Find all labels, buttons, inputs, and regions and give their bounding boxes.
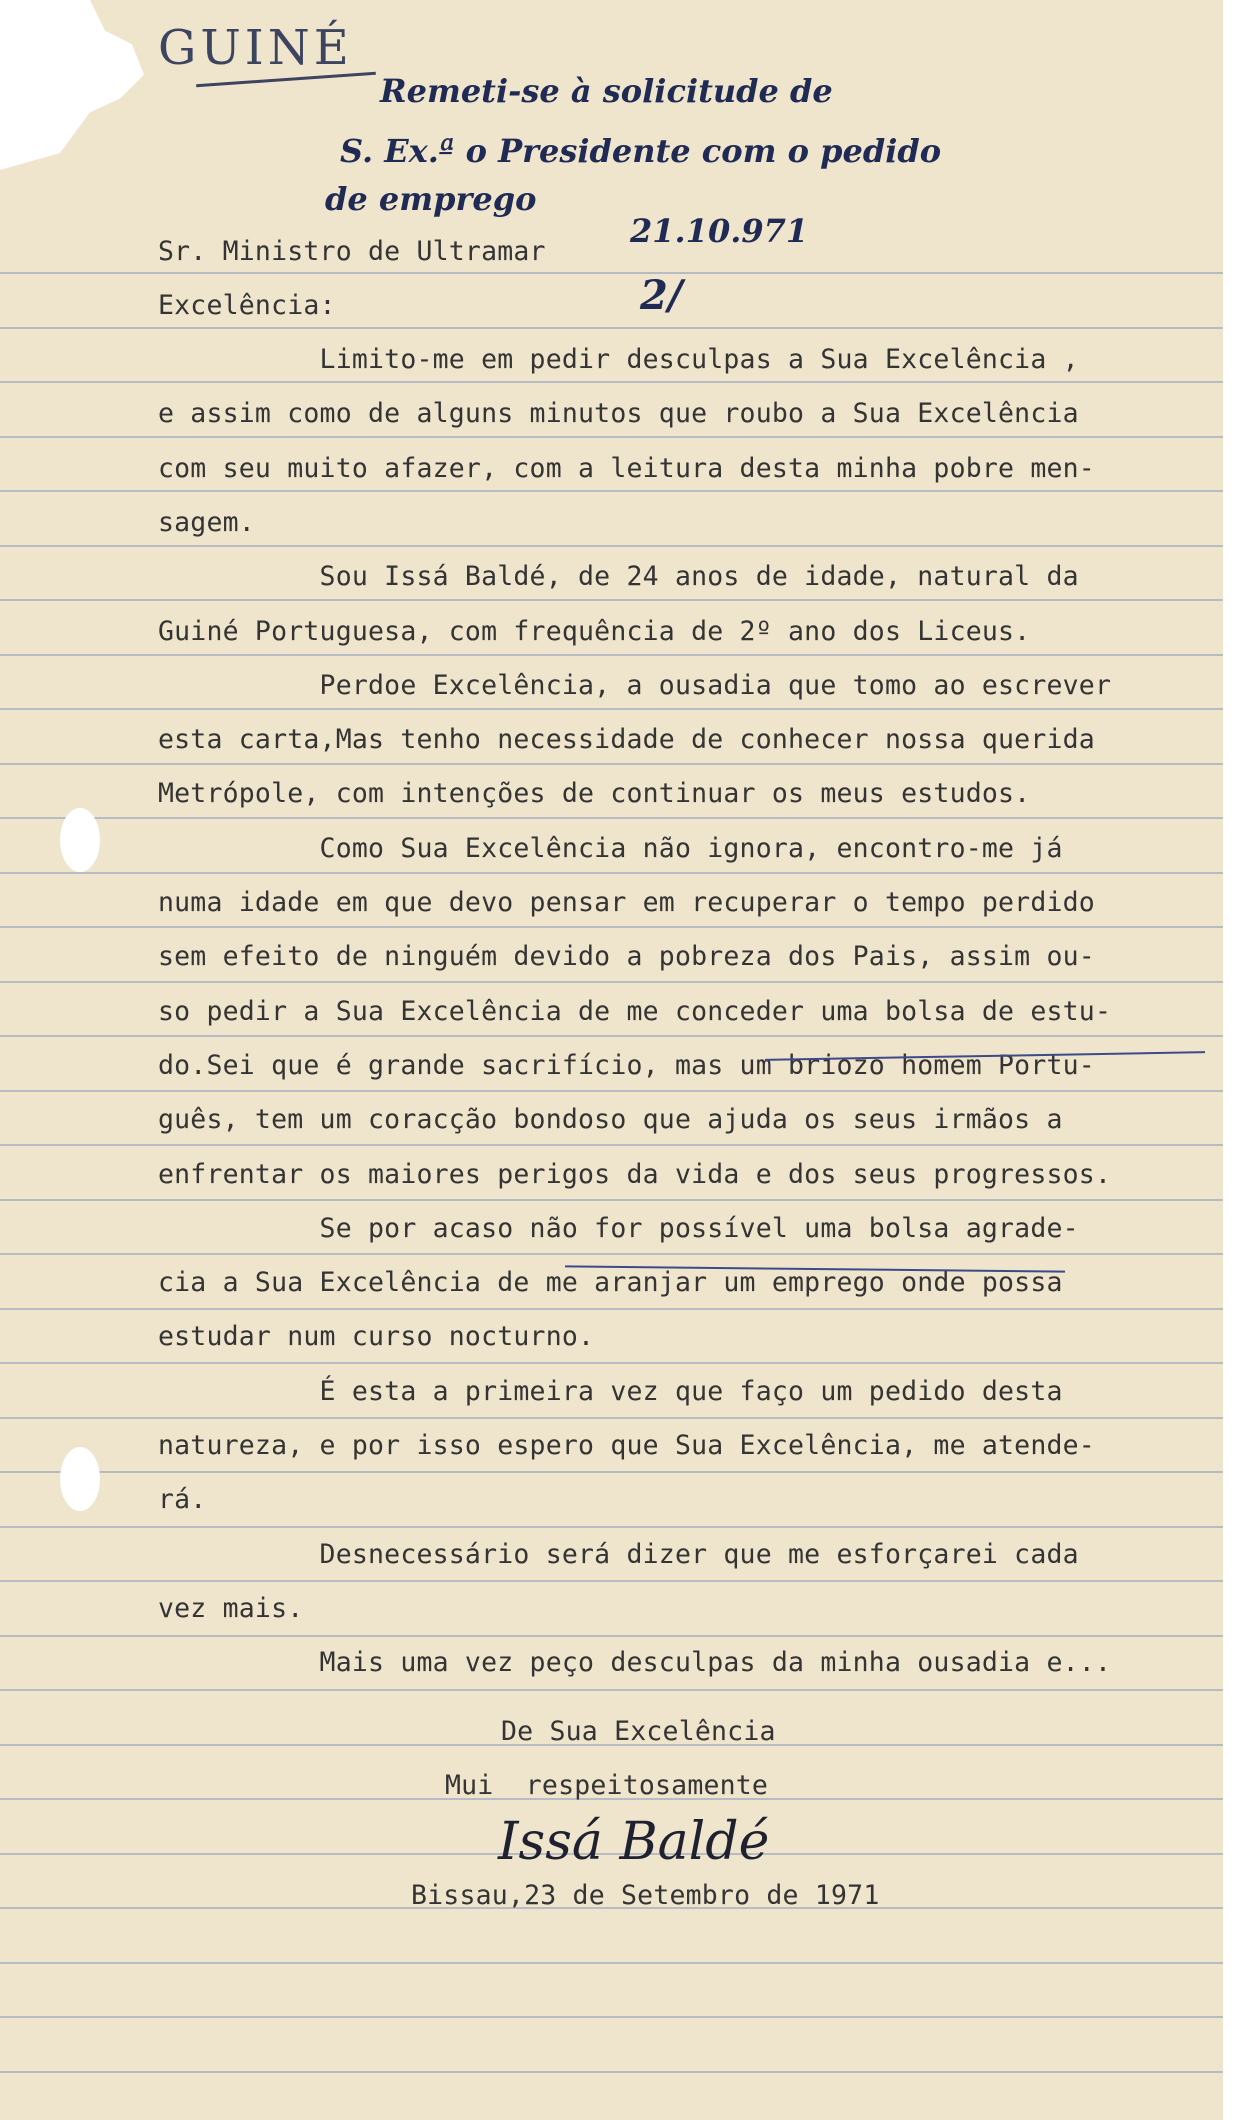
letter-line: Perdoe Excelência, a ousadia que tomo ao escrever <box>158 670 1112 701</box>
ruled-line <box>0 1635 1223 1637</box>
letter-line: natureza, e por isso espero que Sua Excelência, me atende- <box>158 1430 1095 1461</box>
ruled-line <box>0 381 1223 383</box>
ruled-line <box>0 1471 1223 1473</box>
ruled-line <box>0 1580 1223 1582</box>
annotation-date: 21.10.971 <box>630 212 809 250</box>
annotation-line-3: de emprego <box>325 180 537 218</box>
letter-line: Metrópole, com intenções de continuar os meus estudos. <box>158 778 1031 809</box>
letter-line: com seu muito afazer, com a leitura desta minha pobre men- <box>158 453 1095 484</box>
ruled-line <box>0 272 1223 274</box>
letter-line: numa idade em que devo pensar em recuperar o tempo perdido <box>158 887 1095 918</box>
ruled-line <box>0 1417 1223 1419</box>
salutation: Excelência: <box>158 290 336 321</box>
ruled-line <box>0 654 1223 656</box>
ruled-line <box>0 763 1223 765</box>
letter-line: estudar num curso nocturno. <box>158 1321 595 1352</box>
annotation-initial: 2/ <box>640 272 683 319</box>
ruled-line <box>0 490 1223 492</box>
ruled-line <box>0 545 1223 547</box>
addressee: Sr. Ministro de Ultramar <box>158 236 546 267</box>
letter-line: sem efeito de ninguém devido a pobreza dos Pais, assim ou- <box>158 941 1095 972</box>
letter-line: Limito-me em pedir desculpas a Sua Excelência , <box>158 344 1079 375</box>
ruled-line <box>0 872 1223 874</box>
ruled-line <box>0 2071 1223 2073</box>
letter-line: Guiné Portuguesa, com frequência de 2º ano dos Liceus. <box>158 616 1031 647</box>
letter-line: esta carta,Mas tenho necessidade de conhecer nossa querida <box>158 724 1095 755</box>
annotation-line-2: S. Ex.ª o Presidente com o pedido <box>340 132 942 170</box>
ruled-line <box>0 327 1223 329</box>
ruled-line <box>0 926 1223 928</box>
ruled-line <box>0 1689 1223 1691</box>
letter-line: vez mais. <box>158 1593 304 1624</box>
annotation-line-1: Remeti-se à solicitude de <box>380 72 833 110</box>
ruled-line <box>0 1035 1223 1037</box>
closing-line-1: De Sua Excelência <box>501 1716 776 1747</box>
closing-line-2: Mui respeitosamente <box>445 1770 769 1801</box>
torn-corner <box>0 0 150 170</box>
ruled-line <box>0 2016 1223 2018</box>
letter-line: enfrentar os maiores perigos da vida e dos seus progressos. <box>158 1159 1112 1190</box>
letter-line: e assim como de alguns minutos que roubo a Sua Excelência <box>158 398 1079 429</box>
punch-hole-top <box>60 808 100 872</box>
letter-line: Como Sua Excelência não ignora, encontro-me já <box>158 833 1063 864</box>
ruled-line <box>0 1090 1223 1092</box>
ruled-line <box>0 1962 1223 1964</box>
letter-line: rá. <box>158 1484 207 1515</box>
letter-line: Sou Issá Baldé, de 24 anos de idade, natural da <box>158 561 1079 592</box>
ruled-line <box>0 817 1223 819</box>
ruled-line <box>0 1526 1223 1528</box>
ruled-line <box>0 981 1223 983</box>
letter-line: cia a Sua Excelência de me aranjar um emprego onde possa <box>158 1267 1063 1298</box>
page-edge <box>1223 0 1237 2120</box>
letter-line: sagem. <box>158 507 255 538</box>
letter-line: so pedir a Sua Excelência de me conceder uma bolsa de estu- <box>158 996 1112 1027</box>
ruled-line <box>0 1362 1223 1364</box>
ruled-line <box>0 1144 1223 1146</box>
category-handwriting: GUINÉ <box>158 20 353 76</box>
ruled-line <box>0 599 1223 601</box>
ruled-line <box>0 436 1223 438</box>
letter-line: Mais uma vez peço desculpas da minha ousadia e... <box>158 1647 1112 1678</box>
letter-line: É esta a primeira vez que faço um pedido desta <box>158 1376 1063 1407</box>
ruled-line <box>0 1308 1223 1310</box>
signature: Issá Baldé <box>498 1812 770 1872</box>
letter-line: guês, tem um coracção bondoso que ajuda os seus irmãos a <box>158 1104 1063 1135</box>
place-and-date: Bissau,23 de Setembro de 1971 <box>411 1880 880 1911</box>
letter-line: Desnecessário será dizer que me esforçarei cada <box>158 1539 1079 1570</box>
ruled-line <box>0 708 1223 710</box>
punch-hole-bottom <box>60 1447 100 1511</box>
letter-line: Se por acaso não for possível uma bolsa agrade- <box>158 1213 1079 1244</box>
letter-line: do.Sei que é grande sacrifício, mas um briozo homem Portu- <box>158 1050 1095 1081</box>
ruled-line <box>0 1253 1223 1255</box>
ruled-line <box>0 1199 1223 1201</box>
